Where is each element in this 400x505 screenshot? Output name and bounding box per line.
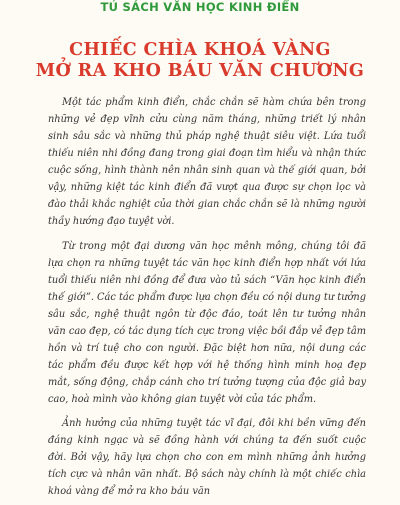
series-header: TỦ SÁCH VĂN HỌC KINH ĐIỂN — [100, 0, 300, 14]
title-line-2: MỞ RA KHO BÁU VĂN CHƯƠNG — [35, 61, 365, 81]
body-text — [48, 94, 366, 505]
paragraph-3: Ảnh hưởng của những tuyệt tác vĩ đại, đôi khi bền vững đến đáng kinh ngạc và sẽ đồng hành với chúng ta đến suốt cuộc đời. Bởi vậy, hãy lựa chọn cho con em mình những ảnh hưởng tích cực và nhân văn nhất. Bộ sách này chính là một chiếc chìa khoá vàng để mở ra kho báu văn — [48, 418, 366, 497]
paragraph-2: Từ trong một đại dương văn học mênh mông, chúng tôi đã lựa chọn ra những tuyệt tác văn học kinh điển hợp nhất với lứa tuổi thiếu niên nhi đồng để đưa vào tủ sách “Văn học kinh điển thế giới”. Các tác phẩm được lựa chọn đều có nội dung tư tưởng sâu sắc, nghệ thuật ngôn từ độc đáo, toát lên tư tưởng nhân văn cao đẹp, có tác dụng tích cực trong việc bồi đắp vẻ đẹp tâm hồn và trí tuệ cho con người. Đặc biệt hơn nữa, nội dung các tác phẩm đều được kết hợp với hệ thống hình minh hoạ đẹp mắt, sống động, chắp cánh cho trí tưởng tượng của độc giả bay cao, hoà mình vào không gian tuyệt vời của tác phẩm. — [48, 241, 367, 405]
title-line-1: CHIẾC CHÌA KHOÁ VÀNG — [69, 40, 331, 60]
page-title — [0, 40, 400, 82]
paragraph-1: Một tác phẩm kinh điển, chắc chắn sẽ hàm chứa bên trong những vẻ đẹp vĩnh cửu cùng năm tháng, những triết lý nhân sinh sâu sắc và những thủ pháp nghệ thuật siêu việt. Lứa tuổi thiếu niên nhi đồng đang trong giai đoạn tìm hiểu và nhận thức cuộc sống, hình thành nên nhân sinh quan và thế giới quan, bởi vậy, những kiệt tác kinh điển đã vượt qua được sự chọn lọc và đào thải khắc nghiệt của thời gian chắc chắn sẽ là những người thầy hướng đạo tuyệt vời. — [48, 97, 366, 227]
